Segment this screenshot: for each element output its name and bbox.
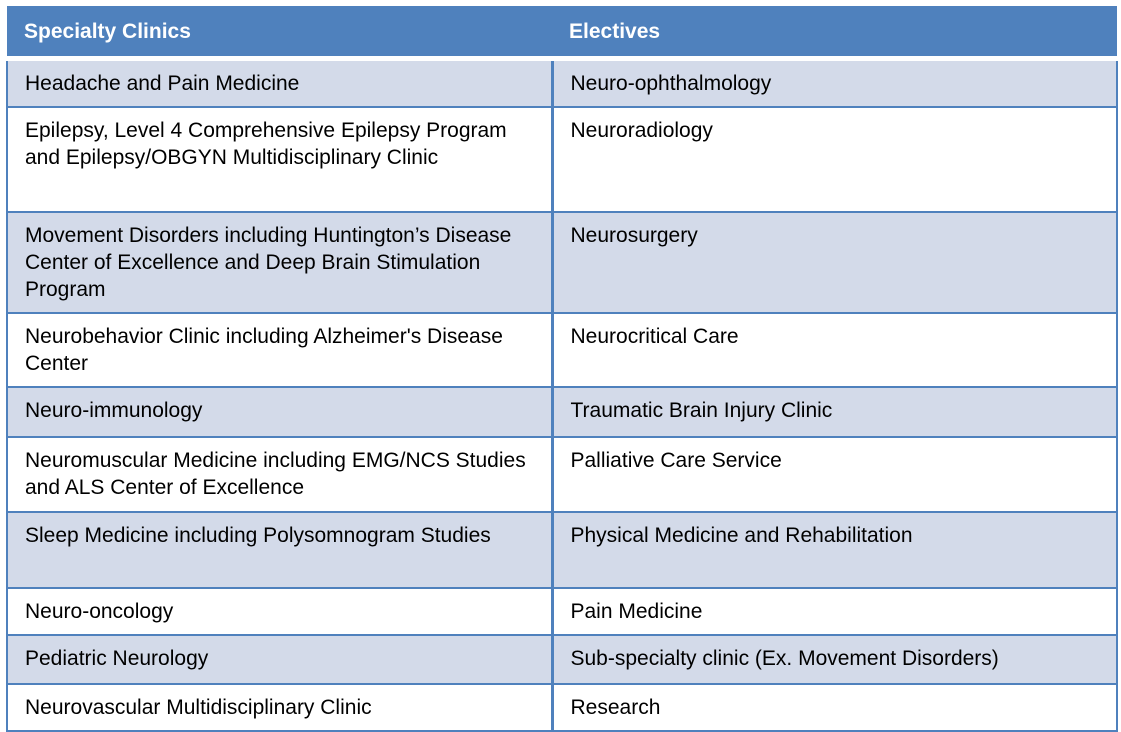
specialty-cell: Neuro-immunology xyxy=(7,387,552,437)
specialty-cell: Pediatric Neurology xyxy=(7,635,552,684)
elective-cell: Research xyxy=(552,684,1117,731)
specialty-cell: Headache and Pain Medicine xyxy=(7,59,552,108)
specialty-cell: Neuromuscular Medicine including EMG/NCS Studies and ALS Center of Excellence xyxy=(7,437,552,512)
table-row xyxy=(7,684,1117,731)
specialty-cell: Neurobehavior Clinic including Alzheimer's Disease Center xyxy=(7,313,552,387)
elective-cell: Sub-specialty clinic (Ex. Movement Disorders) xyxy=(552,635,1117,684)
table-header-row xyxy=(7,6,1117,59)
table-row xyxy=(7,387,1117,437)
clinics-electives-table xyxy=(6,6,1118,732)
header-electives: Electives xyxy=(552,6,1117,59)
specialty-cell: Epilepsy, Level 4 Comprehensive Epilepsy Program and Epilepsy/OBGYN Multidisciplinary Clinic xyxy=(7,107,552,212)
table-row xyxy=(7,313,1117,387)
elective-cell: Physical Medicine and Rehabilitation xyxy=(552,512,1117,588)
table-row xyxy=(7,59,1117,108)
table-row xyxy=(7,588,1117,635)
elective-cell: Palliative Care Service xyxy=(552,437,1117,512)
specialty-cell: Neurovascular Multidisciplinary Clinic xyxy=(7,684,552,731)
elective-cell: Traumatic Brain Injury Clinic xyxy=(552,387,1117,437)
specialty-cell: Movement Disorders including Huntington’s Disease Center of Excellence and Deep Brain Stimulation Program xyxy=(7,212,552,313)
table-row xyxy=(7,635,1117,684)
table-row xyxy=(7,107,1117,212)
specialty-cell: Sleep Medicine including Polysomnogram Studies xyxy=(7,512,552,588)
table-row xyxy=(7,512,1117,588)
specialty-cell: Neuro-oncology xyxy=(7,588,552,635)
table-row xyxy=(7,437,1117,512)
elective-cell: Neurosurgery xyxy=(552,212,1117,313)
elective-cell: Pain Medicine xyxy=(552,588,1117,635)
elective-cell: Neuro-ophthalmology xyxy=(552,59,1117,108)
table-row xyxy=(7,212,1117,313)
elective-cell: Neurocritical Care xyxy=(552,313,1117,387)
elective-cell: Neuroradiology xyxy=(552,107,1117,212)
header-specialty-clinics: Specialty Clinics xyxy=(7,6,552,59)
